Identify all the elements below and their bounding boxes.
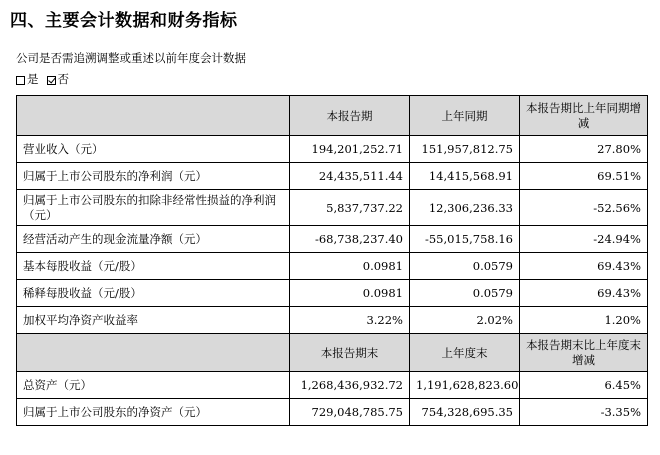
row-label: 归属于上市公司股东的净资产（元） [17, 399, 290, 426]
table1-header-prior: 上年同期 [410, 96, 520, 136]
table2-header-current: 本报告期末 [290, 334, 410, 372]
table2-header-change: 本报告期末比上年度末增减 [520, 334, 648, 372]
current-value: 1,268,436,932.72 [290, 372, 410, 399]
row-label: 归属于上市公司股东的扣除非经常性损益的净利润（元） [17, 190, 290, 226]
current-value: 5,837,737.22 [290, 190, 410, 226]
change-value: -3.35% [520, 399, 648, 426]
prior-value: 12,306,236.33 [410, 190, 520, 226]
table2-header-row [17, 334, 648, 372]
financial-data-table [16, 95, 648, 426]
restatement-question: 公司是否需追溯调整或重述以前年度会计数据 [16, 51, 246, 65]
current-value: -68,738,237.40 [290, 226, 410, 253]
change-value: 69.43% [520, 280, 648, 307]
table-row [17, 372, 648, 399]
prior-value: 754,328,695.35 [410, 399, 520, 426]
section-title: 四、主要会计数据和财务指标 [10, 11, 238, 31]
restatement-answer [16, 71, 69, 87]
table1-header-row [17, 96, 648, 136]
checkbox-yes[interactable] [16, 76, 25, 85]
current-value: 0.0981 [290, 280, 410, 307]
table1-header-change: 本报告期比上年同期增减 [520, 96, 648, 136]
table2-header-blank [17, 334, 290, 372]
table-row [17, 253, 648, 280]
change-value: 6.45% [520, 372, 648, 399]
prior-value: 0.0579 [410, 280, 520, 307]
table-row [17, 136, 648, 163]
change-value: -52.56% [520, 190, 648, 226]
current-value: 729,048,785.75 [290, 399, 410, 426]
change-value: -24.94% [520, 226, 648, 253]
prior-value: 0.0579 [410, 253, 520, 280]
row-label: 归属于上市公司股东的净利润（元） [17, 163, 290, 190]
row-label: 经营活动产生的现金流量净额（元） [17, 226, 290, 253]
table1-header-blank [17, 96, 290, 136]
current-value: 24,435,511.44 [290, 163, 410, 190]
row-label: 基本每股收益（元/股） [17, 253, 290, 280]
change-value: 27.80% [520, 136, 648, 163]
change-value: 69.51% [520, 163, 648, 190]
row-label: 营业收入（元） [17, 136, 290, 163]
change-value: 1.20% [520, 307, 648, 334]
row-label: 加权平均净资产收益率 [17, 307, 290, 334]
prior-value: 14,415,568.91 [410, 163, 520, 190]
table2-header-prior: 上年度末 [410, 334, 520, 372]
prior-value: 2.02% [410, 307, 520, 334]
row-label: 稀释每股收益（元/股） [17, 280, 290, 307]
row-label: 总资产（元） [17, 372, 290, 399]
table-row [17, 226, 648, 253]
current-value: 3.22% [290, 307, 410, 334]
table-row [17, 190, 648, 226]
option-no-label: 否 [57, 72, 69, 86]
table-row [17, 307, 648, 334]
table-row [17, 163, 648, 190]
change-value: 69.43% [520, 253, 648, 280]
option-yes-label: 是 [27, 72, 39, 86]
table1-header-current: 本报告期 [290, 96, 410, 136]
table-row [17, 280, 648, 307]
table-row [17, 399, 648, 426]
prior-value: 1,191,628,823.60 [410, 372, 520, 399]
prior-value: -55,015,758.16 [410, 226, 520, 253]
checkbox-no[interactable] [47, 76, 56, 85]
prior-value: 151,957,812.75 [410, 136, 520, 163]
current-value: 0.0981 [290, 253, 410, 280]
current-value: 194,201,252.71 [290, 136, 410, 163]
